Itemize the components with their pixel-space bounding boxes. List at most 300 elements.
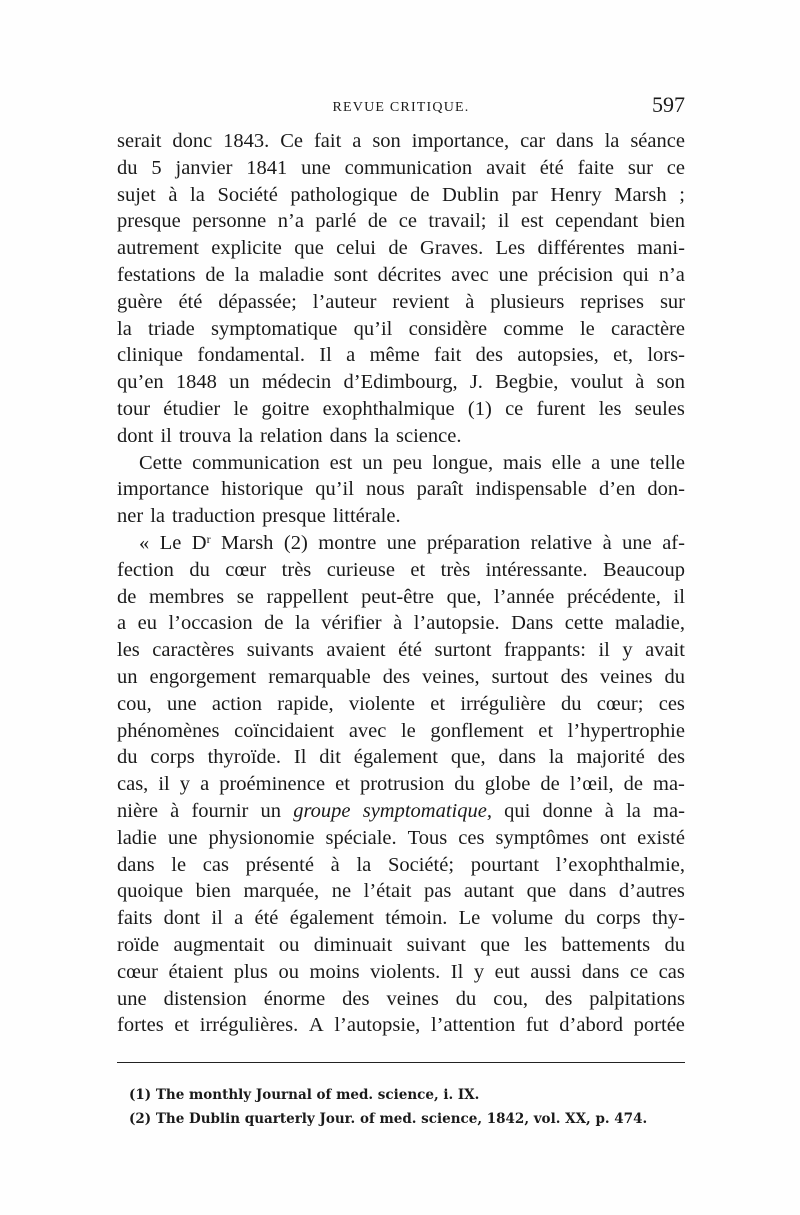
word: du	[564, 907, 585, 930]
word: les	[117, 639, 140, 662]
word: presque	[262, 505, 326, 528]
word: de	[540, 773, 560, 796]
word: donc	[172, 130, 213, 152]
word: une	[301, 156, 331, 179]
word: des	[560, 665, 588, 688]
word: la	[626, 799, 641, 822]
word: et,	[613, 344, 633, 367]
word: cas	[202, 853, 229, 876]
word: rappellent	[266, 585, 349, 608]
word: Il	[319, 344, 332, 367]
word: surtout	[491, 665, 549, 688]
word: diminuait	[313, 933, 393, 956]
word: le	[400, 719, 416, 742]
word: la	[295, 612, 310, 635]
text-line	[117, 450, 685, 477]
word: l’œil,	[569, 773, 614, 796]
word: frappants:	[503, 639, 586, 662]
word: Ce	[280, 130, 304, 152]
word: lors-	[647, 344, 685, 367]
word: été	[398, 639, 423, 662]
word: caractère	[611, 317, 685, 340]
word: des	[342, 987, 370, 1010]
word: Tous	[407, 826, 448, 849]
text-line	[117, 718, 685, 745]
word: ner	[117, 505, 144, 528]
word: Graves.	[420, 237, 484, 260]
word: violents.	[370, 960, 441, 983]
word: de	[264, 612, 284, 635]
word: l’autopsie,	[334, 1014, 421, 1037]
word: séance	[630, 130, 685, 152]
word: le	[233, 397, 249, 420]
word: Il	[293, 746, 307, 769]
word: plusieurs	[490, 290, 565, 313]
word: fait	[434, 344, 462, 367]
word: d’Edimbourg,	[343, 371, 458, 394]
word: il	[211, 907, 223, 930]
word: 5	[151, 156, 162, 179]
word: est	[329, 451, 353, 474]
word: dont	[117, 424, 154, 447]
text-line	[117, 155, 685, 182]
text-line	[117, 182, 685, 209]
word: fortes	[117, 1014, 164, 1037]
word: moins	[309, 960, 360, 983]
word: n’a	[277, 210, 304, 233]
word: l’année	[493, 585, 555, 608]
word: énorme	[263, 987, 326, 1010]
word: Dans	[511, 612, 554, 635]
text-line	[117, 664, 685, 691]
word: Begbie,	[495, 371, 559, 394]
running-head: REVUE CRITIQUE.	[332, 100, 470, 115]
word: Marsh	[614, 183, 667, 206]
word: il	[160, 424, 172, 447]
word: travail;	[428, 210, 487, 233]
word: d’autres	[618, 880, 685, 903]
word: très	[281, 558, 312, 581]
word: rapide,	[277, 692, 334, 715]
word: à	[170, 799, 180, 822]
text-line	[117, 744, 685, 771]
word: d’en	[598, 478, 636, 501]
word: pathologique	[290, 183, 398, 206]
word: une	[610, 451, 640, 474]
word: vérifier	[321, 612, 382, 635]
word: «	[139, 531, 150, 554]
word: une	[117, 987, 147, 1010]
text-line	[117, 825, 685, 852]
word: et	[538, 719, 554, 742]
text-line	[117, 584, 685, 611]
word: marquée,	[243, 880, 320, 903]
text-line	[117, 959, 685, 986]
word: suivants	[246, 639, 314, 662]
word: 1848	[175, 371, 217, 394]
word: cette	[564, 612, 604, 635]
text-line	[117, 932, 685, 959]
word: dans	[568, 880, 607, 903]
text-line	[117, 852, 685, 879]
word: son	[372, 130, 401, 152]
word: par	[511, 183, 538, 206]
word: différentes	[537, 237, 625, 260]
word: que	[526, 880, 557, 903]
word: Dublin	[442, 183, 499, 206]
word: J.	[469, 371, 483, 394]
word: que,	[450, 746, 486, 769]
word: ce	[398, 210, 417, 233]
footnotes	[117, 1083, 685, 1131]
word: littérale.	[332, 505, 401, 528]
word: ou	[278, 960, 299, 983]
text-line	[117, 289, 685, 316]
word: janvier	[175, 156, 233, 179]
word: ont	[599, 826, 627, 849]
word: considère	[408, 317, 488, 340]
word: précision	[537, 263, 613, 286]
word: pas	[424, 880, 452, 903]
word: l’attention	[430, 1014, 516, 1037]
word: membres	[149, 585, 225, 608]
word: sur	[659, 290, 685, 313]
word: communication	[344, 156, 473, 179]
word: avec	[348, 719, 387, 742]
word: il	[497, 210, 510, 233]
word: longue,	[432, 451, 494, 474]
page-header	[117, 92, 685, 126]
word: cœur	[117, 960, 158, 983]
word: fection	[117, 558, 174, 581]
word: l’occasion	[168, 612, 253, 635]
word: protrusion	[359, 773, 445, 796]
word: fondamental.	[197, 344, 305, 367]
word: de	[388, 237, 408, 260]
word: qui	[504, 799, 531, 822]
word: le	[171, 853, 187, 876]
word: fournir	[191, 799, 249, 822]
word: dans	[117, 853, 155, 876]
word: à	[393, 612, 403, 635]
text-line	[117, 771, 685, 798]
word: physionomie	[208, 826, 315, 849]
word: et	[410, 558, 426, 581]
word: un	[362, 451, 383, 474]
word: du	[664, 933, 685, 956]
text-line	[117, 905, 685, 932]
word: à	[604, 799, 614, 822]
word: bien	[195, 880, 231, 903]
word: avec	[451, 263, 489, 286]
word: furent	[536, 397, 586, 420]
word: la	[150, 505, 165, 528]
word: guère	[117, 290, 163, 313]
word: préparation	[426, 531, 521, 554]
word: un	[117, 665, 138, 688]
word: Beaucoup	[602, 558, 685, 581]
word: voulut	[570, 371, 623, 394]
word: thy-	[651, 907, 685, 930]
word: le	[579, 317, 595, 340]
word: la	[190, 183, 205, 206]
word: ces	[458, 826, 485, 849]
word: roïde	[117, 933, 160, 956]
word: une	[386, 531, 417, 554]
word: avaient	[326, 639, 386, 662]
word: cas	[658, 960, 685, 983]
text-line	[117, 878, 685, 905]
text-line	[117, 476, 685, 503]
word: comme	[503, 317, 564, 340]
word: ;	[679, 183, 685, 206]
word: est	[520, 210, 544, 233]
text-line	[117, 557, 685, 584]
word: étudier	[163, 397, 221, 420]
word: avait	[645, 639, 685, 662]
word: également	[289, 907, 374, 930]
word: témoin.	[385, 907, 448, 930]
word: engorgement	[149, 665, 257, 688]
word: existé	[637, 826, 685, 849]
word: portée	[633, 1014, 685, 1037]
text-line	[117, 235, 685, 262]
word: maladie,	[614, 612, 685, 635]
word: intéressante.	[485, 558, 588, 581]
word: de	[367, 210, 388, 233]
word: festations	[117, 263, 196, 286]
word: des	[475, 344, 503, 367]
word: relation	[260, 424, 323, 447]
word: et	[174, 1014, 190, 1037]
word: son	[656, 371, 685, 394]
word: tour	[117, 397, 151, 420]
text-line	[117, 691, 685, 718]
word: symptomatique	[210, 317, 338, 340]
word: des	[544, 987, 573, 1010]
word: importance	[117, 478, 210, 501]
word: les	[598, 397, 622, 420]
word: maladie	[259, 263, 324, 286]
word: qu’il	[315, 478, 354, 501]
word: mais	[503, 451, 542, 474]
word: l’auteur	[312, 290, 377, 313]
word: l’hypertrophie	[567, 719, 685, 742]
word: l’était	[363, 880, 412, 903]
word: très	[440, 558, 471, 581]
word: peut-être	[361, 585, 434, 608]
word: thyroïde.	[207, 746, 282, 769]
word: goitre	[261, 397, 310, 420]
word: a	[200, 773, 210, 796]
word: Marsh	[221, 531, 274, 554]
word: suivant	[406, 933, 466, 956]
word: traduction	[171, 505, 256, 528]
word: la	[356, 853, 372, 876]
text-line	[117, 208, 685, 235]
word: à	[602, 531, 612, 554]
word: de	[410, 183, 430, 206]
word: indispensable	[475, 478, 587, 501]
word: peu	[392, 451, 423, 474]
word: ce	[505, 397, 524, 420]
word: violente	[348, 692, 415, 715]
word: paraît	[416, 478, 464, 501]
footnote-2: (2) The Dublin quarterly Jour. of med. science, 1842, vol. XX, p. 474.	[129, 1111, 648, 1127]
word: veines	[600, 665, 653, 688]
word: ma-	[653, 773, 685, 796]
word: l’exophthalmie,	[555, 853, 685, 876]
text-line	[117, 1012, 685, 1039]
word: dépassée;	[218, 290, 297, 313]
word: ne	[331, 880, 352, 903]
word: A	[308, 1014, 324, 1037]
word: veines	[386, 987, 439, 1010]
page-number: 597	[652, 92, 685, 117]
word: autrement	[117, 237, 199, 260]
word: cœur	[225, 558, 267, 581]
word: mani-	[637, 237, 685, 260]
text-line	[117, 986, 685, 1013]
word: avait	[486, 156, 526, 179]
word: autant	[463, 880, 515, 903]
word: historique	[221, 478, 304, 501]
word: que	[480, 933, 510, 956]
word: caractères	[152, 639, 235, 662]
word: battements	[561, 933, 651, 956]
word: à	[168, 183, 178, 206]
word: une	[622, 531, 652, 554]
word: science.	[396, 424, 462, 447]
word: plus	[233, 960, 268, 983]
word: une	[167, 826, 198, 849]
word: dit	[319, 746, 341, 769]
word: fut	[525, 1014, 549, 1037]
text-line	[117, 503, 685, 530]
word: Cette	[139, 451, 183, 474]
word: corps	[150, 746, 195, 769]
word: majorité	[576, 746, 645, 769]
word: n’a	[658, 263, 685, 286]
word: clinique	[117, 344, 184, 367]
word: phénomènes	[117, 719, 220, 742]
word: proéminence	[219, 773, 326, 796]
word: été	[178, 290, 203, 313]
word: précédente,	[566, 585, 661, 608]
text-line	[117, 369, 685, 396]
word: du	[117, 746, 138, 769]
text-line	[117, 798, 685, 825]
word: dans	[556, 130, 594, 152]
word: à	[330, 853, 340, 876]
word: symptomatique,	[362, 799, 492, 822]
word: sujet	[117, 183, 156, 206]
word: Les	[495, 237, 526, 260]
word: 1841	[246, 156, 288, 179]
word: Henry	[550, 183, 602, 206]
word: remarquable	[268, 665, 371, 688]
word: nière	[117, 799, 158, 822]
word: que,	[446, 585, 482, 608]
word: d’abord	[559, 1014, 624, 1037]
word: revient	[392, 290, 450, 313]
word: l’autopsie.	[413, 612, 500, 635]
word: $D^r$	[191, 531, 211, 554]
word: donne	[542, 799, 593, 822]
word: pourtant	[470, 853, 540, 876]
word: telle	[649, 451, 685, 474]
word: presque	[117, 210, 181, 233]
word: veines,	[422, 665, 480, 688]
word: des	[657, 746, 685, 769]
word: du	[117, 156, 138, 179]
word: la	[117, 317, 132, 340]
word: fait	[313, 130, 342, 152]
word: dans	[329, 424, 368, 447]
word: a	[346, 344, 356, 367]
word: nous	[365, 478, 405, 501]
word: importance,	[411, 130, 510, 152]
word: été	[539, 156, 564, 179]
word: reprises	[580, 290, 645, 313]
word: la	[374, 424, 390, 447]
word: surtont	[434, 639, 492, 662]
body-text	[117, 128, 685, 1039]
word: qu’il	[353, 317, 393, 340]
word: irrégulières.	[199, 1014, 299, 1037]
word: celui	[336, 237, 376, 260]
word: de	[623, 773, 643, 796]
word: exophthalmique	[322, 397, 455, 420]
word: y	[622, 639, 633, 662]
word: parlé	[315, 210, 357, 233]
word: trouva	[178, 424, 232, 447]
word: spéciale.	[325, 826, 397, 849]
word: cou,	[493, 987, 528, 1010]
word: il	[673, 585, 685, 608]
word: distension	[163, 987, 247, 1010]
word: ce	[666, 156, 685, 179]
word: ladie	[117, 826, 157, 849]
word: la	[234, 263, 250, 286]
word: (1)	[467, 397, 492, 420]
text-line	[117, 423, 685, 450]
word: y	[473, 960, 485, 983]
word: même	[369, 344, 420, 367]
word: les	[524, 933, 547, 956]
word: communication	[192, 451, 320, 474]
word: ma-	[653, 799, 685, 822]
word: relative	[530, 531, 593, 554]
text-line	[117, 128, 685, 155]
word: que	[294, 237, 324, 260]
text-line	[117, 637, 685, 664]
word: Il	[450, 960, 464, 983]
word: à	[465, 290, 475, 313]
word: se	[236, 585, 254, 608]
word: curieuse	[326, 558, 395, 581]
word: car	[520, 130, 546, 152]
word: seules	[634, 397, 685, 420]
word: (2)	[283, 531, 308, 554]
word: de	[205, 263, 225, 286]
text-line	[117, 530, 685, 557]
word: a	[234, 907, 244, 930]
word: eu	[137, 612, 157, 635]
word: un	[229, 371, 250, 394]
word: cœur;	[596, 692, 644, 715]
word: bien	[649, 210, 685, 233]
